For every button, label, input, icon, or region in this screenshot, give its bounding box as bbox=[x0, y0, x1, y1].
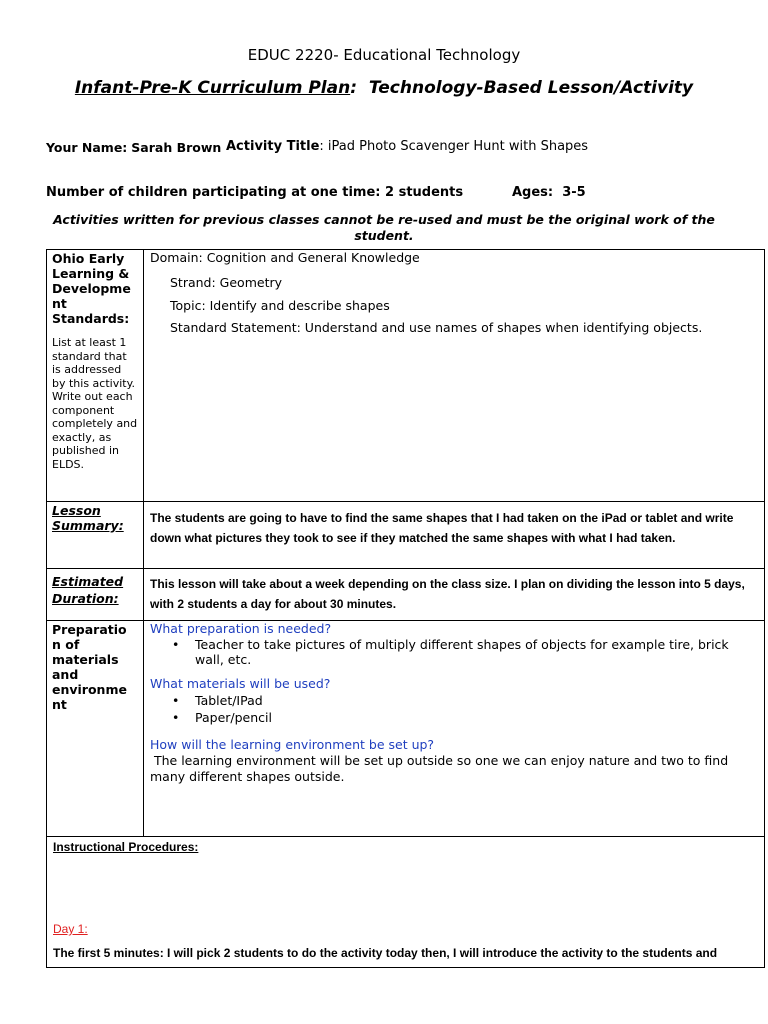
name-value: Sarah Brown bbox=[131, 140, 222, 155]
day-1-text: The first 5 minutes: I will pick 2 students to do the activity today then, I will introduce the activity to the students and bbox=[53, 946, 718, 960]
plan-title: Infant-Pre-K Curriculum Plan bbox=[74, 78, 351, 98]
prep-question: What preparation is needed? bbox=[150, 621, 332, 636]
standards-content-cell bbox=[144, 250, 765, 502]
name-line bbox=[46, 140, 221, 155]
summary-row bbox=[47, 502, 765, 569]
plan-heading bbox=[0, 78, 768, 98]
course-title: EDUC 2220- Educational Technology bbox=[247, 46, 521, 64]
children-value: 2 students bbox=[385, 185, 464, 200]
environment-question: How will the learning environment be set up? bbox=[150, 737, 435, 752]
prep-item: • Teacher to take pictures of multiply different shapes of objects for example tire, brick wall, etc. bbox=[172, 637, 758, 667]
activity-value: : iPad Photo Scavenger Hunt with Shapes bbox=[319, 139, 589, 154]
activity-label: Activity Title bbox=[226, 139, 320, 154]
summary-label-cell bbox=[47, 502, 144, 569]
summary-label: Lesson Summary: bbox=[52, 503, 124, 533]
plan-colon: : bbox=[350, 78, 358, 98]
summary-content-cell bbox=[144, 502, 765, 569]
preparation-content-cell bbox=[144, 621, 765, 837]
material-item: • Tablet/IPad bbox=[172, 692, 758, 709]
environment-text: The learning environment will be set up outside so one we can enjoy nature and two to find many different shapes outside. bbox=[150, 753, 733, 784]
standards-strand: Strand: Geometry bbox=[170, 275, 283, 290]
preparation-label: Preparatio n of materials and environme nt bbox=[52, 622, 127, 712]
prep-list bbox=[172, 637, 758, 667]
ages-label: Ages: bbox=[512, 185, 554, 200]
materials-list bbox=[172, 692, 758, 726]
standards-hint: List at least 1 standard that is addressed by this activity. Write out each component completely and exactly, as published in ELDS. bbox=[52, 336, 138, 471]
curriculum-plan-table bbox=[46, 249, 765, 968]
duration-row bbox=[47, 569, 765, 621]
procedures-label: Instructional Procedures: bbox=[53, 840, 199, 854]
material-item: • Paper/pencil bbox=[172, 709, 758, 726]
ages-line bbox=[512, 185, 586, 200]
duration-content-cell bbox=[144, 569, 765, 621]
plan-subtitle: Technology-Based Lesson/Activity bbox=[368, 78, 694, 98]
children-label: Number of children participating at one time: bbox=[46, 185, 381, 200]
duration-text: This lesson will take about a week depending on the class size. I plan on dividing the lesson into 5 days, with 2 students a day for about 30 minutes. bbox=[150, 577, 745, 611]
preparation-row bbox=[47, 621, 765, 837]
ages-value: 3-5 bbox=[562, 185, 586, 200]
activity-line bbox=[226, 139, 588, 154]
originality-notice: Activities written for previous classes cannot be re-used and must be the original work of the student. bbox=[53, 212, 715, 243]
materials-question: What materials will be used? bbox=[150, 676, 331, 691]
day-1-heading: Day 1: bbox=[53, 922, 88, 936]
duration-label-cell bbox=[47, 569, 144, 621]
standards-domain: Domain: Cognition and General Knowledge bbox=[150, 250, 420, 265]
procedures-row bbox=[47, 837, 765, 968]
procedures-cell bbox=[47, 837, 765, 968]
name-label: Your Name: bbox=[46, 140, 128, 155]
standards-label-cell bbox=[47, 250, 144, 502]
children-line bbox=[46, 185, 463, 200]
summary-text: The students are going to have to find the same shapes that I had taken on the iPad or tablet and write down what pictures they took to see if they matched the same shapes with what I had taken. bbox=[150, 511, 734, 545]
preparation-label-cell bbox=[47, 621, 144, 837]
duration-label: Estimated Duration: bbox=[52, 574, 124, 606]
standards-row bbox=[47, 250, 765, 502]
standards-topic: Topic: Identify and describe shapes bbox=[170, 297, 390, 313]
standards-label: Ohio Early Learning & Developme nt Standards: bbox=[52, 251, 131, 326]
standards-statement: Standard Statement: Understand and use names of shapes when identifying objects. bbox=[170, 320, 703, 335]
